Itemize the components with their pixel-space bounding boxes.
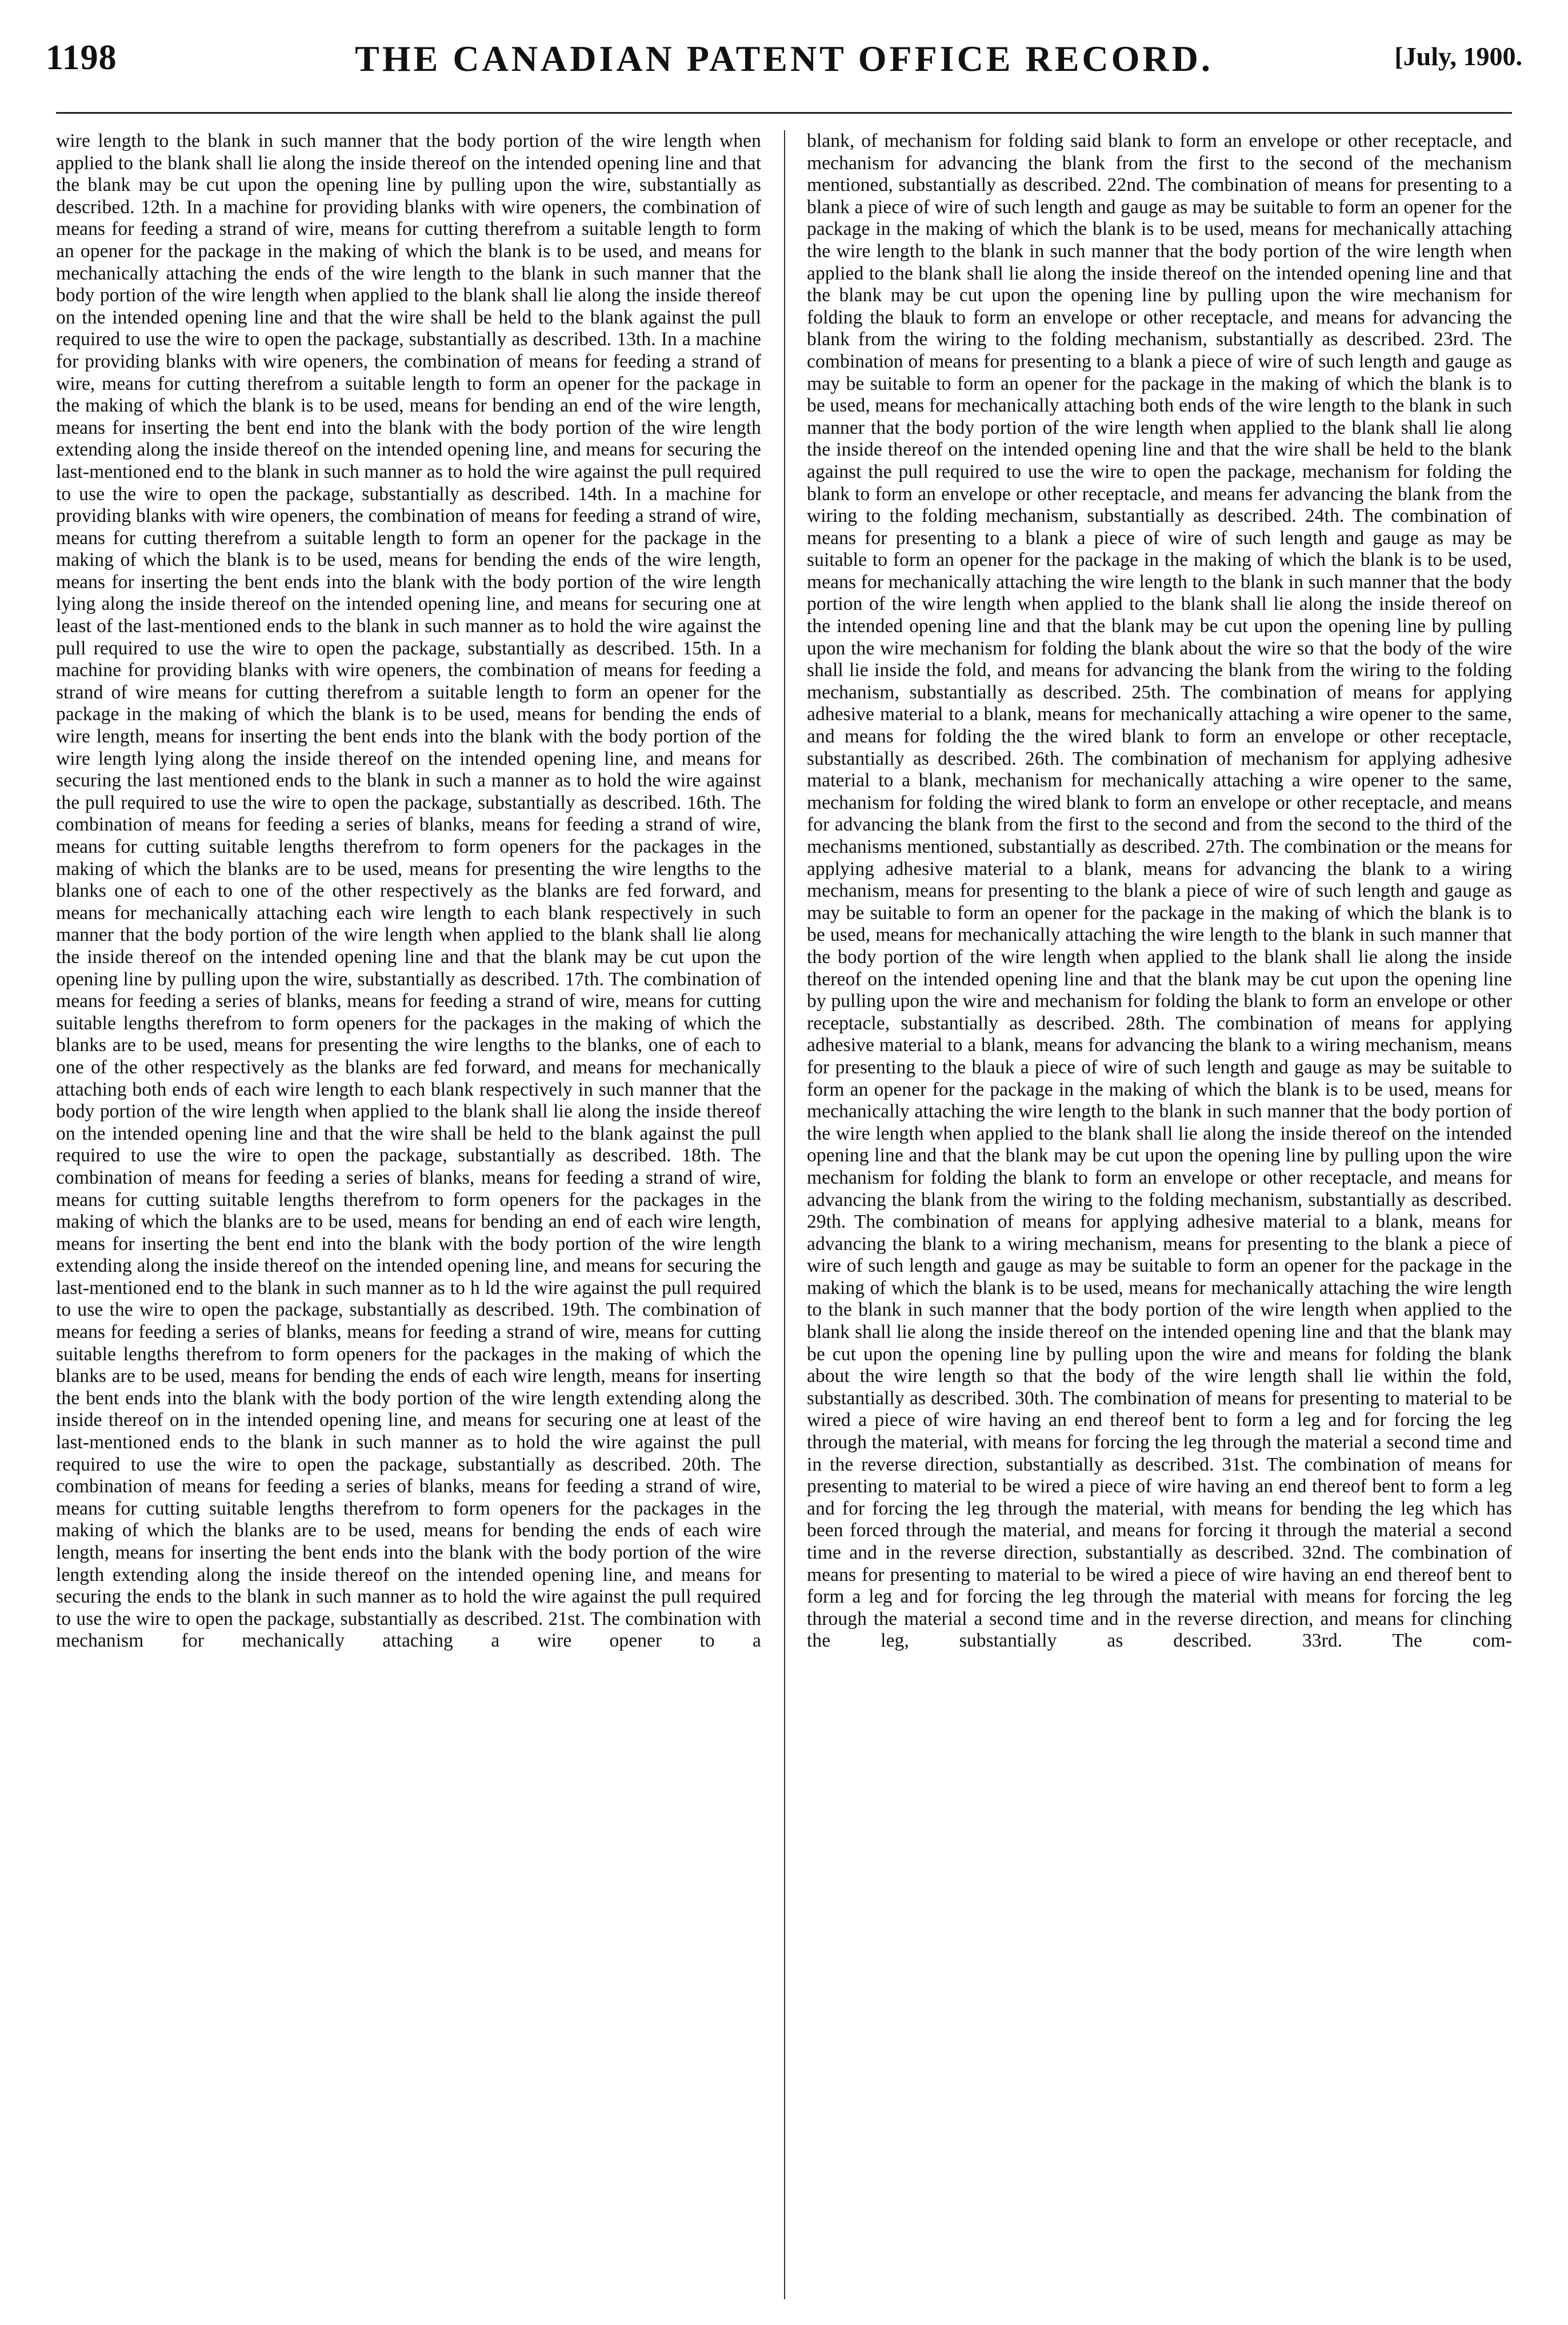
issue-date: [July, 1900. xyxy=(1394,42,1522,71)
left-column-text: wire length to the blank in such manner that the body portion of the wire length when applied to the blank shall lie along the inside thereof on the intended opening line and that the blank may be cut upon the opening line by pulling upon the wire, substantially as described. 12th. In a machine for providing blanks with wire openers, the combination of means for feeding a strand of wire, means for cutting therefrom a suitable length to form an opener for the package in the making of which the blank is to be used, and means for mechanically attaching the ends of the wire length to the blank in such manner that the body portion of the wire length when applied to the blank shall lie along the inside thereof on the intended opening line and that the wire shall be held to the blank against the pull required to use the wire to open the package, substantially as described. 13th. In a machine for providing blanks with wire openers, the combination of means for feeding a strand of wire, means for cutting therefrom a suitable length to form an opener for the package in the making of which the blank is to be used, means for bending an end of the wire length, means for inserting the bent end into the blank with the body portion of the wire length extending along the inside thereof on the intended opening line, and means for securing the last-mentioned end to the blank in such manner as to hold the wire against the pull required to use the wire to open the package, substantially as described. 14th. In a machine for providing blanks with wire openers, the combination of means for feeding a strand of wire, means for cutting therefrom a suitable length to form an opener for the package in the making of which the blank is to be used, means for bending the ends of the wire length, means for inserting the bent ends into the blank with the body portion of the wire length lying along the inside thereof on the intended opening line, and means for securing one at least of the last-mentioned ends to the blank in such manner as to hold the wire against the pull required to use the wire to open the package, substantially as described. 15th. In a machine for providing blanks with wire openers, the combination of means for feeding a strand of wire means for cutting therefrom a suitable length to form an opener for the package in the making of which the blank is to be used, means for bending the ends of wire length, means for inserting the bent ends into the blank with the body portion of the wire length lying along the inside thereof on the intended opening line, and means for securing the last mentioned ends to the blank in such a manner as to hold the wire against the pull required to use the wire to open the package, substantially as described. 16th. The combination of means for feeding a series of blanks, means for feeding a strand of wire, means for cutting suitable lengths therefrom to form openers for the packages in the making of which the blanks are to be used, means for presenting the wire lengths to the blanks one of each to one of the other respectively as the blanks are fed forward, and means for mechanically attaching each wire length to each blank respectively in such manner that the body portion of the wire length when applied to the blank shall lie along the inside thereof on the intended opening line and that the blank may be cut upon the opening line by pulling upon the wire, substantially as described. 17th. The combination of means for feeding a series of blanks, means for feeding a strand of wire, means for cutting suitable lengths therefrom to form openers for the packages in the making of which the blanks are to be used, means for presenting the wire lengths to the blanks, one of each to one of the other respectively as the blanks are fed forward, and means for mechanically attaching both ends of each wire length to each blank respectively in such manner that the body portion of the wire length when applied to the blank shall lie along the inside thereof on the intended opening line and that the wire shall be held to the blank against the pull required to use the wire to open the package, substantially as described. 18th. The combination of means for feeding a series of blanks, means for feeding a strand of wire, means for cutting suitable lengths therefrom to form openers for the packages in the making of which the blanks are to be used, means for bending an end of each wire length, means for inserting the bent end into the blank with the body portion of the wire length extending along the inside thereof on the intended opening line, and means for securing the last-mentioned end to the blank in such manner as to h ld the wire against the pull required to use the wire to open the package, substantially as described. 19th. The combination of means for feeding a series of blanks, means for feeding a strand of wire, means for cutting suitable lengths therefrom to form openers for the packages in the making of which the blanks are to be used, means for bending the ends of each wire length, means for inserting the bent ends into the blank with the body portion of the wire length extending along the inside thereof on in the intended opening line, and means for securing one at least of the last-mentioned ends to the blank in such manner as to hold the wire against the pull required to use the wire to open the package, substantially as described. 20th. The combination of means for feeding a series of blanks, means for feeding a strand of wire, means for cutting suitable lengths therefrom to form openers for the packages in the making of which the blanks are to be used, means for bending the ends of each wire length, means for inserting the bent ends into the blank with the body portion of the wire length extending along the inside thereof on the intended opening line, and means for securing the ends to the blank in such manner as to hold the wire against the pull required to use the wire to open the package, substantially as described. 21st. The combination with mechanism for mechanically attaching a wire opener to a xyxy=(56,130,761,1652)
text-columns xyxy=(56,130,1512,2299)
right-column-text: blank, of mechanism for folding said blank to form an envelope or other receptacle, and mechanism for advancing the blank from the first to the second of the mechanism mentioned, substantially as described. 22nd. The combination of means for presenting to a blank a piece of wire of such length and gauge as may be suitable to form an opener for the package in the making of which the blank is to be used, means for mechanically attaching the wire length to the blank in such manner that the body portion of the wire length when applied to the blank shall lie along the inside thereof on the intended opening line and that the blank may be cut upon the opening line by pulling upon the wire mechanism for folding the blauk to form an envelope or other receptacle, and means for advancing the blank from the wiring to the folding mechanism, substantially as described. 23rd. The combination of means for presenting to a blank a piece of wire of such length and gauge as may be suitable to form an opener for the package in the making of which the blank is to be used, means for mechanically attaching both ends of the wire length to the blank in such manner that the body portion of the wire length when applied to the blank shall lie along the inside thereof on the intended opening line and that the wire shall be held to the blank against the pull required to use the wire to open the package, mechanism for folding the blank to form an envelope or other receptacle, and means fer advancing the blank from the wiring to the folding mechanism, substantially as described. 24th. The combination of means for presenting to a blank a piece of wire of such length and gauge as may be suitable to form an opener for the package in the making of which the blank is to be used, means for mechanically attaching the wire length to the blank in such manner that the body portion of the wire length when applied to the blank shall lie along the inside thereof on the intended opening line and that the blank may be cut upon the opening line by pulling upon the wire mechanism for folding the blank about the wire so that the body of the wire shall lie inside the fold, and means for advancing the blank from the wiring to the folding mechanism, substantially as described. 25th. The combination of means for applying adhesive material to a blank, means for mechanically attaching a wire opener to the same, and means for folding the the wired blank to form an envelope or other receptacle, substantially as described. 26th. The combination of mechanism for applying adhesive material to a blank, mechanism for mechanically attaching a wire opener to the same, mechanism for folding the wired blank to form an envelope or other receptacle, and means for advancing the blank from the first to the second and from the second to the third of the mechanisms mentioned, substantially as described. 27th. The combination or the means for applying adhesive material to a blank, means for advancing the blank to a wiring mechanism, means for presenting to the blank a piece of wire of such length and gauge as may be suitable to form an opener for the package in the making of which the blank is to be used, means for mechanically attaching the wire length to the blank in such manner that the body portion of the wire length when applied to the blank shall lie along the inside thereof on the intended opening line and that the blank may be cut upon the opening line by pulling upon the wire and mechanism for folding the blank to form an envelope or other receptacle, substantially as described. 28th. The combination of means for applying adhesive material to a blank, means for advancing the blank to a wiring mechanism, means for presenting to the blauk a piece of wire of such length and gauge as may be suitable to form an opener for the package in the making of which the blank is to be used, means for mechanically attaching the wire length to the blank in such manner that the body portion of the wire length when applied to the blank shall lie along the inside thereof on the intended opening line and that the blank may be cut upon the opening line by pulling upon the wire mechanism for folding the blank to form an envelope or other receptacle, and means for advancing the blank from the wiring to the folding mechanism, substantially as described. 29th. The combination of means for applying adhesive material to a blank, means for advancing the blank to a wiring mechanism, means for presenting to the blank a piece of wire of such length and gauge as may be suitable to form an opener for the package in the making of which the blank is to be used, means for mechanically attaching the wire length to the blank in such manner that the body portion of the wire length when applied to the blank shall lie along the inside thereof on the intended opening line and that the blank may be cut upon the opening line by pulling upon the wire and means for folding the blank about the wire length so that the body of the wire length shall lie within the fold, substantially as described. 30th. The combination of means for presenting to material to be wired a piece of wire having an end thereof bent to form a leg and for forcing the leg through the material, with means for forcing the leg through the material a second time and in the reverse direction, substantially as described. 31st. The combination of means for presenting to material to be wired a piece of wire having an end thereof bent to form a leg and for forcing the leg through the material, with means for bending the leg which has been forced through the material, and means for forcing it through the material a second time and in the reverse direction, substantially as described. 32nd. The combination of means for presenting to material to be wired a piece of wire having an end thereof bent to form a leg and for forcing the leg through the material with means for forcing the leg through the material a second time and in the reverse direction, and means for clinching the leg, substantially as described. 33rd. The com- xyxy=(807,130,1512,1652)
page-number: 1198 xyxy=(46,38,117,77)
right-column xyxy=(807,130,1512,2299)
column-divider xyxy=(784,130,785,2299)
left-column xyxy=(56,130,761,2299)
page-header xyxy=(46,38,1522,89)
journal-title: THE CANADIAN PATENT OFFICE RECORD. xyxy=(355,38,1213,79)
header-rule xyxy=(56,112,1512,114)
